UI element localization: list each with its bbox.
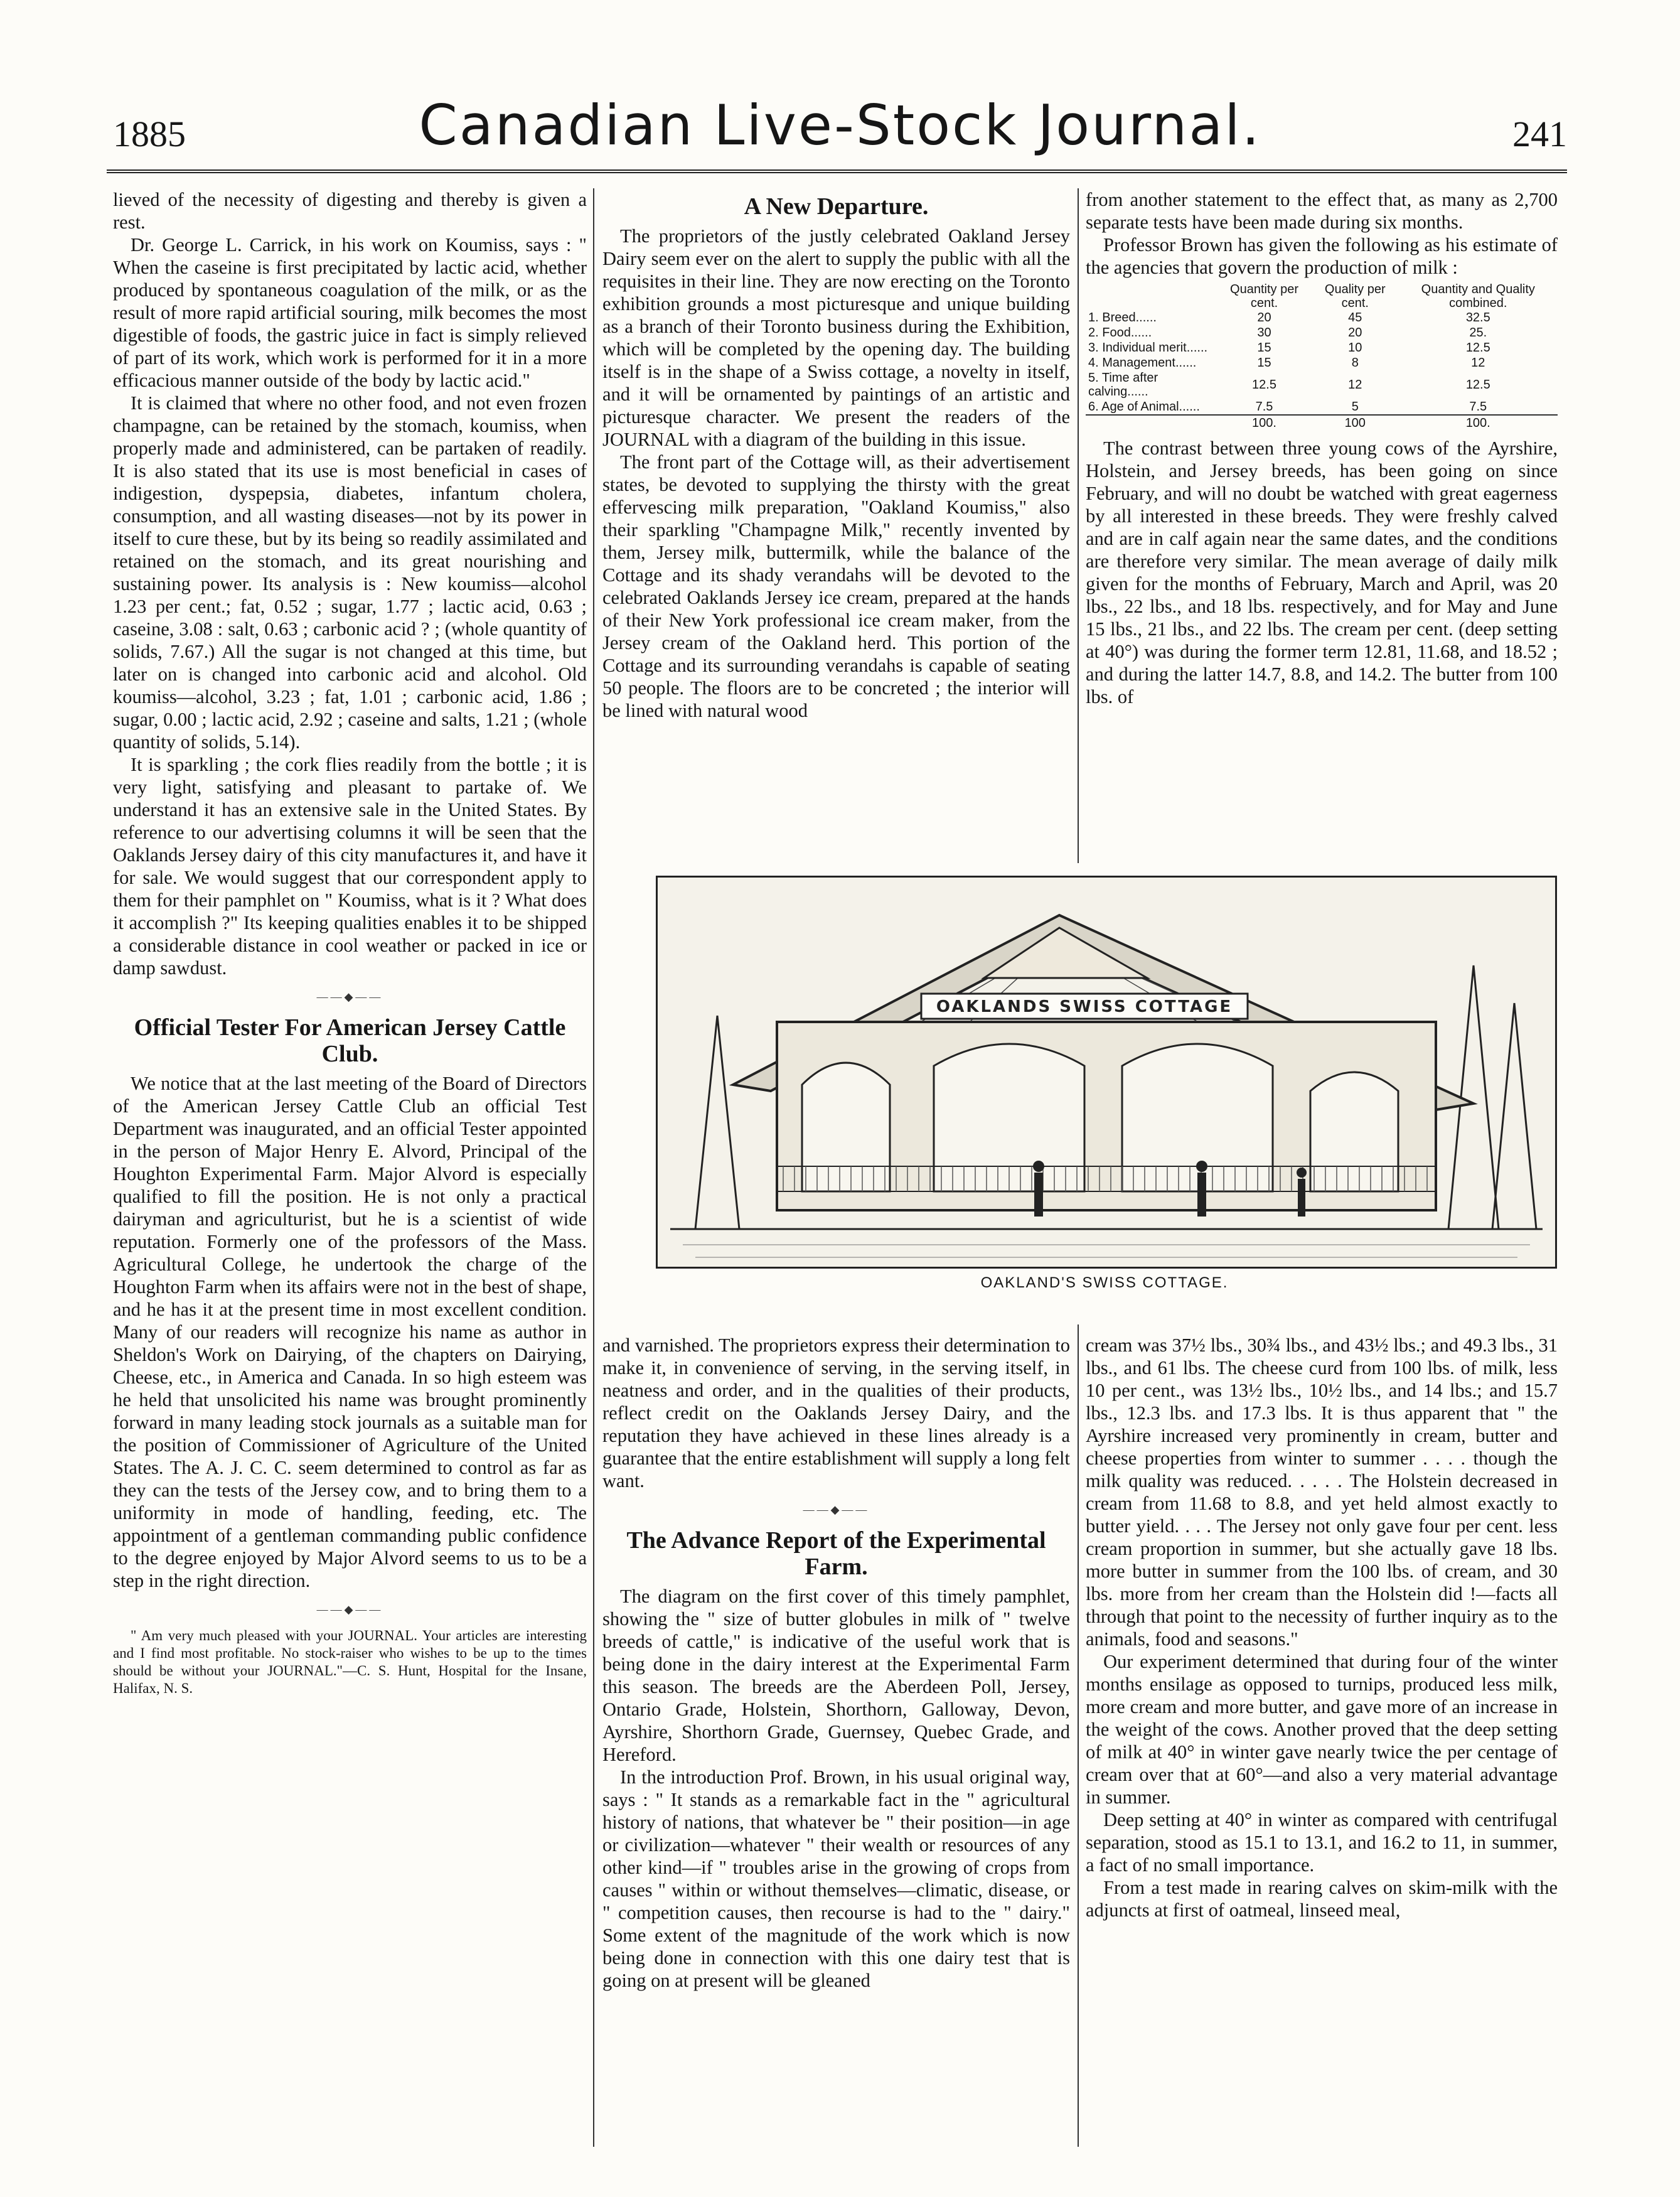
cottage-drawing (658, 878, 1555, 1267)
column-3-top (1086, 188, 1558, 708)
column-1 (113, 188, 587, 1697)
paragraph: It is sparkling ; the cork flies readily from the bottle ; it is very light, satisfying and pleasant to partake of. We understand it has an extensive sale in the United States. By reference to our advertising columns it will be seen that the Oaklands Jersey dairy of this city manufactures it, and have it for sale. We would suggest that our correspondent apply to them for their pamphlet on " Koumiss, what is it ? What does it accomplish ?" Its keeping qualities enables it to be shipped a considerable distance in cool weather or packed in ice or damp sawdust. (113, 754, 587, 979)
page-header (94, 75, 1586, 163)
table-total-row: 100. 100 100. (1086, 415, 1558, 431)
table-row: 2. Food...... 30 20 25. (1088, 326, 1487, 340)
page-number: 241 (1512, 114, 1567, 154)
swiss-cottage-illustration (656, 876, 1557, 1269)
paragraph: The front part of the Cottage will, as their advertisement states, be devoted to supplying the thirsty with the great effervescing milk preparation, "Oakland Koumiss," also their sparkling "Champagne Milk," recently invented by them, Jersey milk, buttermilk, while the balance of the Cottage and its shady verandahs will be devoted to the celebrated Oaklands Jersey ice cream, prepared at the hands of their New York professional ice cream maker, from the Jersey cream of the Oakland herd. This portion of the Cottage and its surrounding verandahs is capable of seating 50 people. The floors are to be concreted ; the interior will be lined with natural wood (602, 451, 1070, 721)
paragraph: It is claimed that where no other food, and not even frozen champagne, can be retained by the stomach, koumiss, when properly made and administered, can be partaken of readily. It is also stated that its use is most beneficial in cases of indigestion, dyspepsia, diabetes, infantum cholera, consumption, and all wasting diseases—not by its power in itself to cure these, but by its being so readily assimilated and retained on the stomach, and its great nourishing and sustaining power. Its analysis is : New koumiss—alcohol 1.23 per cent.; fat, 0.52 ; sugar, 1.77 ; lactic acid, 0.63 ; caseine, 3.08 : salt, 0.63 ; carbonic acid ? ; (whole quantity of solids, 7.67.) All the sugar is not changed at this time, but later on is changed into carbonic acid and alcohol. Old koumiss—alcohol, 3.23 ; fat, 1.01 ; carbonic acid, 1.86 ; sugar, 0.00 ; lactic acid, 2.92 ; caseine and salts, 1.21 ; (whole quantity of solids, 5.14). (113, 392, 587, 753)
paragraph: The contrast between three young cows of the Ayrshire, Holstein, and Jersey breeds, has been going on since February, and will no doubt be watched with great eagerness by all interested in these breeds. They were freshly calved and are in calf again near the same dates, and the conditions are therefore very similar. The mean average of daily milk given for the months of February, March and April, was 20 lbs., 22 lbs., and 18 lbs. respectively, and for May and June 15 lbs., 21 lbs., and 22 lbs. The cream per cent. (deep setting at 40°) was during the former term 12.81, 11.68, and 18.52 ; and during the latter 14.7, 8.8, and 14.2. The butter from 100 lbs. of (1086, 438, 1558, 707)
section-separator: ——◆—— (803, 1503, 870, 1516)
table-row: 6. Age of Animal...... 7.5 5 7.5 (1088, 400, 1487, 414)
article-heading: A New Departure. (744, 193, 929, 220)
column-3-bottom (1086, 1334, 1558, 1921)
paragraph: Deep setting at 40° in winter as compared with centrifugal separation, stood as 15.1 to 13.1, and 16.2 to 11, in summer, a fact of no small importance. (1086, 1809, 1558, 1876)
column-divider-1 (593, 188, 594, 2147)
table-row: 3. Individual merit...... 15 10 12.5 (1088, 341, 1490, 355)
paragraph: From a test made in rearing calves on skim-milk with the adjuncts at first of oatmeal, linseed meal, (1086, 1877, 1558, 1921)
column-divider-2a (1078, 188, 1079, 863)
cottage-sign: OAKLANDS SWISS COTTAGE (936, 997, 1233, 1016)
paragraph: In the introduction Prof. Brown, in his usual original way, says : " It stands as a remarkable fact in the " agricultural history of nations, that whatever be " their position—in age or civilization—whatever " their wealth or resources of any other kind—if " troubles arise in the growing of crops from causes " within or without themselves—climatic, disease, or " competition causes, then recourse is had to the " dairy." Some extent of the magnitude of the work which is now being done in connection with this one dairy test that is going on at present will be gleaned (602, 1766, 1070, 1991)
table-row: 5. Time after calving...... 12.5 12 12.5 (1088, 371, 1490, 399)
column-2-bottom (602, 1334, 1070, 1992)
article-heading: Official Tester For American Jersey Cattle Club. (134, 1014, 566, 1067)
paragraph: cream was 37½ lbs., 30¾ lbs., and 43½ lbs.; and 49.3 lbs., 31 lbs., and 61 lbs. The cheese curd from 100 lbs. of milk, less 10 per cent., was 13½ lbs., 10½ lbs., and 14 lbs.; and 15.7 lbs., 12.3 lbs. and 17.3 lbs. It is thus apparent that " the Ayrshire increased very prominently in cream, butter and cheese properties from winter to summer . . . . though the milk quality was reduced. . . . . The Holstein decreased in cream from 11.68 to 8.8, and yet held almost exactly to butter yield. . . . The Jersey not only gave four per cent. less cream proportion in summer, but she actually gave 18 lbs. more butter in summer from the 100 lbs. of cream, and 30 lbs. more from her cream than the Holstein did !—facts all through that point to the necessity of further inquiry as to the animals, food and seasons." (1086, 1335, 1558, 1650)
milk-agencies-table (1086, 282, 1558, 431)
illustration-caption: OAKLAND'S SWISS COTTAGE. (980, 1274, 1229, 1291)
paragraph: We notice that at the last meeting of the Board of Directors of the American Jersey Cattle Club an official Test Department was inaugurated, and an official Tester appointed in the person of Major Henry E. Alvord, Principal of the Houghton Experimental Farm. Major Alvord is especially qualified to fill the position. He is not only a practical dairyman and agriculturist, but he is a scientist of wide reputation. Formerly one of the professors of the Mass. Agricultural College, he undertook the charge of the Houghton Farm when its affairs were not in the best of shape, and he has it at the present time in most excellent condition. Many of our readers will recognize his name as author in Sheldon's Work on Dairying, of the chapters on Dairying, Cheese, etc., in America and Canada. In so high esteem was he held that unsolicited his name was brought prominently forward in many leading stock journals as a suitable man for the position of Commissioner of Agriculture of the United States. The A. J. C. C. seem determined to control as far as they can the tests of the Jersey cow, and to bring them to a uniformity in mode of handling, feeding, etc. The appointment of a gentleman commanding public confidence to the degree enjoyed by Major Alvord seems to us to be a step in the right direction. (113, 1073, 587, 1591)
table-header: Quantity per cent. (1230, 282, 1298, 310)
journal-title: Canadian Live-Stock Journal. (419, 93, 1261, 158)
paragraph: The diagram on the first cover of this timely pamphlet, showing the " size of butter globules in milk of " twelve breeds of cattle," is indicative of the useful work that is being done in the dairy interest at the Experimental Farm this season. The breeds are the Aberdeen Poll, Jersey, Ontario Grade, Holstein, Shorthorn, Galloway, Devon, Ayrshire, Shorthorn Grade, Guernsey, Quebec Grade, and Hereford. (602, 1586, 1070, 1765)
year: 1885 (113, 114, 186, 154)
paragraph: Dr. George L. Carrick, in his work on Koumiss, says : " When the caseine is first precipitated by lactic acid, whether produced by spontaneous coagulation of the milk, or as the result of more rapid artificial souring, milk becomes the most digestible of foods, the gastric juice in fact is simply relieved of part of its work, which work is performed for it in a more efficacious manner outside of the body by lactic acid." (113, 234, 587, 391)
table-row: 4. Management...... 15 8 12 (1088, 356, 1485, 370)
column-2-top (602, 188, 1070, 722)
section-separator: ——◆—— (316, 1603, 383, 1616)
column-divider-2b (1078, 1324, 1079, 2147)
reader-testimonial: " Am very much pleased with your JOURNAL. Your articles are interesting and I find most profitable. No stock-raiser who wishes to be up to the times should be without your JOURNAL."—C. S. Hunt, Hospital for the Insane, Halifax, N. S. (113, 1628, 587, 1696)
paragraph: and varnished. The proprietors express their determination to make it, in convenience of serving, in the serving itself, in neatness and order, and in the qualities of their products, reflect credit on the Oaklands Jersey Dairy, and the reputation they have achieved in these lines already is a guarantee that the entire establishment will supply a long felt want. (602, 1335, 1070, 1491)
paragraph: The proprietors of the justly celebrated Oakland Jersey Dairy seem ever on the alert to supply the public with all the requisites in their line. They are now erecting on the Toronto exhibition grounds a most picturesque and unique building as a branch of their Toronto business during the Exhibition, which will be completed by the opening day. The building itself is in the shape of a Swiss cottage, a novelty in itself, and it will be ornamented by paintings of an artistic and picturesque character. We present the readers of the JOURNAL with a diagram of the building in this issue. (602, 225, 1070, 450)
section-separator: ——◆—— (316, 991, 383, 1003)
table-header: Quantity and Quality combined. (1421, 282, 1535, 310)
table-row: 1. Breed...... 20 45 32.5 (1088, 311, 1490, 325)
table-header (1086, 282, 1217, 310)
header-rule (107, 169, 1567, 173)
paragraph: from another statement to the effect that, as many as 2,700 separate tests have been made during six months. (1086, 189, 1558, 233)
paragraph: Professor Brown has given the following as his estimate of the agencies that govern the production of milk : (1086, 234, 1558, 278)
table-header: Quality per cent. (1324, 282, 1386, 310)
article-heading: The Advance Report of the Experimental Farm. (626, 1527, 1046, 1580)
paragraph: Our experiment determined that during four of the winter months ensilage as opposed to turnips, produced less milk, more cream and more butter, and gave more of an increase in the weight of the cows. Another proved that the deep setting of milk at 40° in winter gave nearly twice the per centage of cream over that at 60°—and also a very material advantage in summer. (1086, 1651, 1558, 1808)
paragraph: lieved of the necessity of digesting and thereby is given a rest. (113, 189, 587, 233)
